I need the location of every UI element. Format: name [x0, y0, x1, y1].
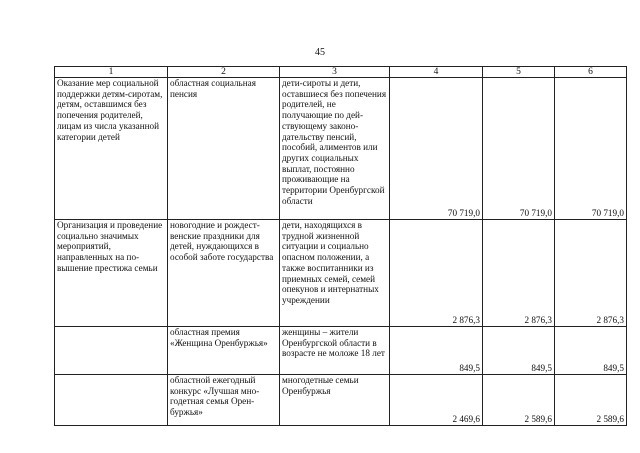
- value-cell: 849,5: [390, 327, 483, 375]
- measure-cell: [55, 327, 168, 375]
- recipients-cell: дети-сироты и дети, оставшиеся без попечения родителей, не получающие по действующему законодательству пенсий, пособий, алиментов или других социальных выплат, постоянно проживающие на территории Оренбургской области: [280, 78, 390, 220]
- value-cell: 2 469,6: [390, 375, 483, 426]
- recipients-cell: дети, находящихся в трудной жизненной ситуации и социально опасном положении, а также воспитанники из приемных семей, семей опекунов и интернатных учреждении: [280, 220, 390, 327]
- recipients-cell: женщины – жители Оренбургской области в возрасте не моложе 18 лет: [280, 327, 390, 375]
- value-cell: 2 876,3: [483, 220, 555, 327]
- value-cell: 2 876,3: [555, 220, 627, 327]
- table-row: [55, 78, 627, 220]
- value-cell: 70 719,0: [555, 78, 627, 220]
- budget-table: [54, 66, 627, 426]
- column-header: 2: [168, 67, 280, 78]
- measure-cell: [55, 375, 168, 426]
- value-cell: 2 876,3: [390, 220, 483, 327]
- measure-cell: Оказание мер социальной поддержки детям-сиротам, детям, оставшимся без попечения родителей, лицам из числа указанной категории детей: [55, 78, 168, 220]
- value-cell: 849,5: [483, 327, 555, 375]
- value-cell: 2 589,6: [483, 375, 555, 426]
- value-cell: 70 719,0: [483, 78, 555, 220]
- payment-type-cell: областная социальная пенсия: [168, 78, 280, 220]
- value-cell: 849,5: [555, 327, 627, 375]
- value-cell: 2 589,6: [555, 375, 627, 426]
- table-row: [55, 327, 627, 375]
- value-cell: 70 719,0: [390, 78, 483, 220]
- recipients-cell: многодетные семьи Оренбуржья: [280, 375, 390, 426]
- page-number: 45: [315, 47, 325, 58]
- column-header: 3: [280, 67, 390, 78]
- payment-type-cell: областная премия «Женщина Оренбуржья»: [168, 327, 280, 375]
- table-row: [55, 220, 627, 327]
- table-row: [55, 375, 627, 426]
- column-header: 4: [390, 67, 483, 78]
- payment-type-cell: областной ежегодный конкурс «Лучшая многодетная семья Оренбуржья»: [168, 375, 280, 426]
- header-row: [55, 67, 627, 78]
- measure-cell: Организация и проведение социально значимых мероприятий, направленных на повышение престижа семьи: [55, 220, 168, 327]
- column-header: 5: [483, 67, 555, 78]
- column-header: 6: [555, 67, 627, 78]
- payment-type-cell: новогодние и рождественские праздники для детей, нуждающихся в особой заботе государства: [168, 220, 280, 327]
- column-header: 1: [55, 67, 168, 78]
